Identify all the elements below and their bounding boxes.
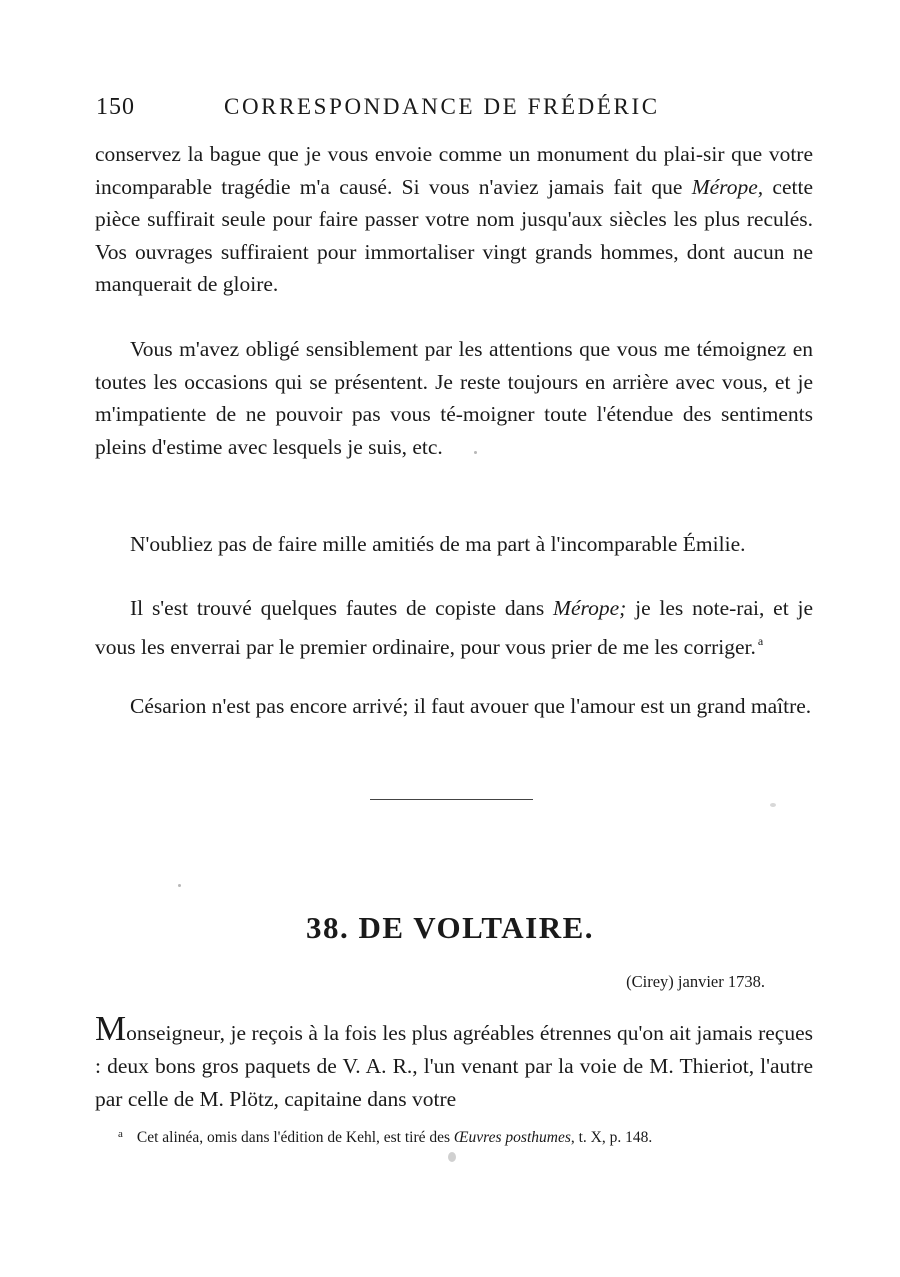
letter-heading: 38. DE VOLTAIRE. bbox=[305, 910, 595, 945]
drop-cap-initial: M bbox=[95, 1009, 127, 1048]
running-title: CORRESPONDANCE DE FRÉDÉRIC bbox=[224, 94, 660, 119]
section-divider bbox=[370, 799, 533, 800]
paper-speck bbox=[448, 1152, 456, 1162]
paragraph-2: Vous m'avez obligé sensiblement par les attentions que vous me témoignez en toutes les occasions qui se présentent. Je reste toujours en arrière avec vous, et je m'impatiente de ne pouvoir pas vous té-moigner toute l'étendue des sentiments pleins d'estime avec lesquels je suis, etc. bbox=[95, 337, 813, 459]
paragraph-3: N'oubliez pas de faire mille amitiés de ma part à l'incomparable Émilie. bbox=[130, 532, 746, 556]
running-head bbox=[96, 94, 816, 124]
paragraph-1: conservez la bague que je vous envoie comme un monument du plai-sir que votre incomparable tragédie m'a causé. Si vous n'aviez jamais fait que Mérope, cette pièce suffirait seule pour faire passer votre nom jusqu'aux siècles les plus reculés. Vos ouvrages suffiraient pour immortaliser vingt grands hommes, dont aucun ne manquerait de gloire. bbox=[95, 142, 813, 296]
page-number: 150 bbox=[96, 94, 135, 120]
paragraph-5: Césarion n'est pas encore arrivé; il faut avouer que l'amour est un grand maître. bbox=[130, 694, 812, 718]
letter-dateline: (Cirey) janvier 1738. bbox=[626, 972, 765, 991]
paragraph-4 bbox=[95, 592, 813, 663]
paper-speck bbox=[178, 884, 181, 887]
letter-opening-text: onseigneur, je reçois à la fois les plus agréables étrennes qu'on ait jamais reçues : deux bons gros paquets de V. A. R., l'un venant par la voie de M. Thieriot, l'autre par celle de M. Plötz, capitaine dans votre bbox=[95, 1021, 813, 1111]
footnote-mark: a bbox=[118, 1128, 123, 1140]
footnote bbox=[118, 1128, 818, 1147]
paper-speck bbox=[770, 803, 776, 807]
footnote-text: Cet alinéa, omis dans l'édition de Kehl, est tiré des Œuvres posthumes, t. X, p. 148. bbox=[136, 1129, 653, 1146]
paragraph-4-text: Il s'est trouvé quelques fautes de copiste dans Mérope; je les note-rai, et je vous les enverrai par le premier ordinaire, pour vous prier de me les corriger. bbox=[95, 596, 813, 659]
footnote-reference: a bbox=[757, 633, 764, 648]
letter-opening bbox=[95, 1009, 813, 1116]
paper-speck bbox=[474, 451, 477, 454]
